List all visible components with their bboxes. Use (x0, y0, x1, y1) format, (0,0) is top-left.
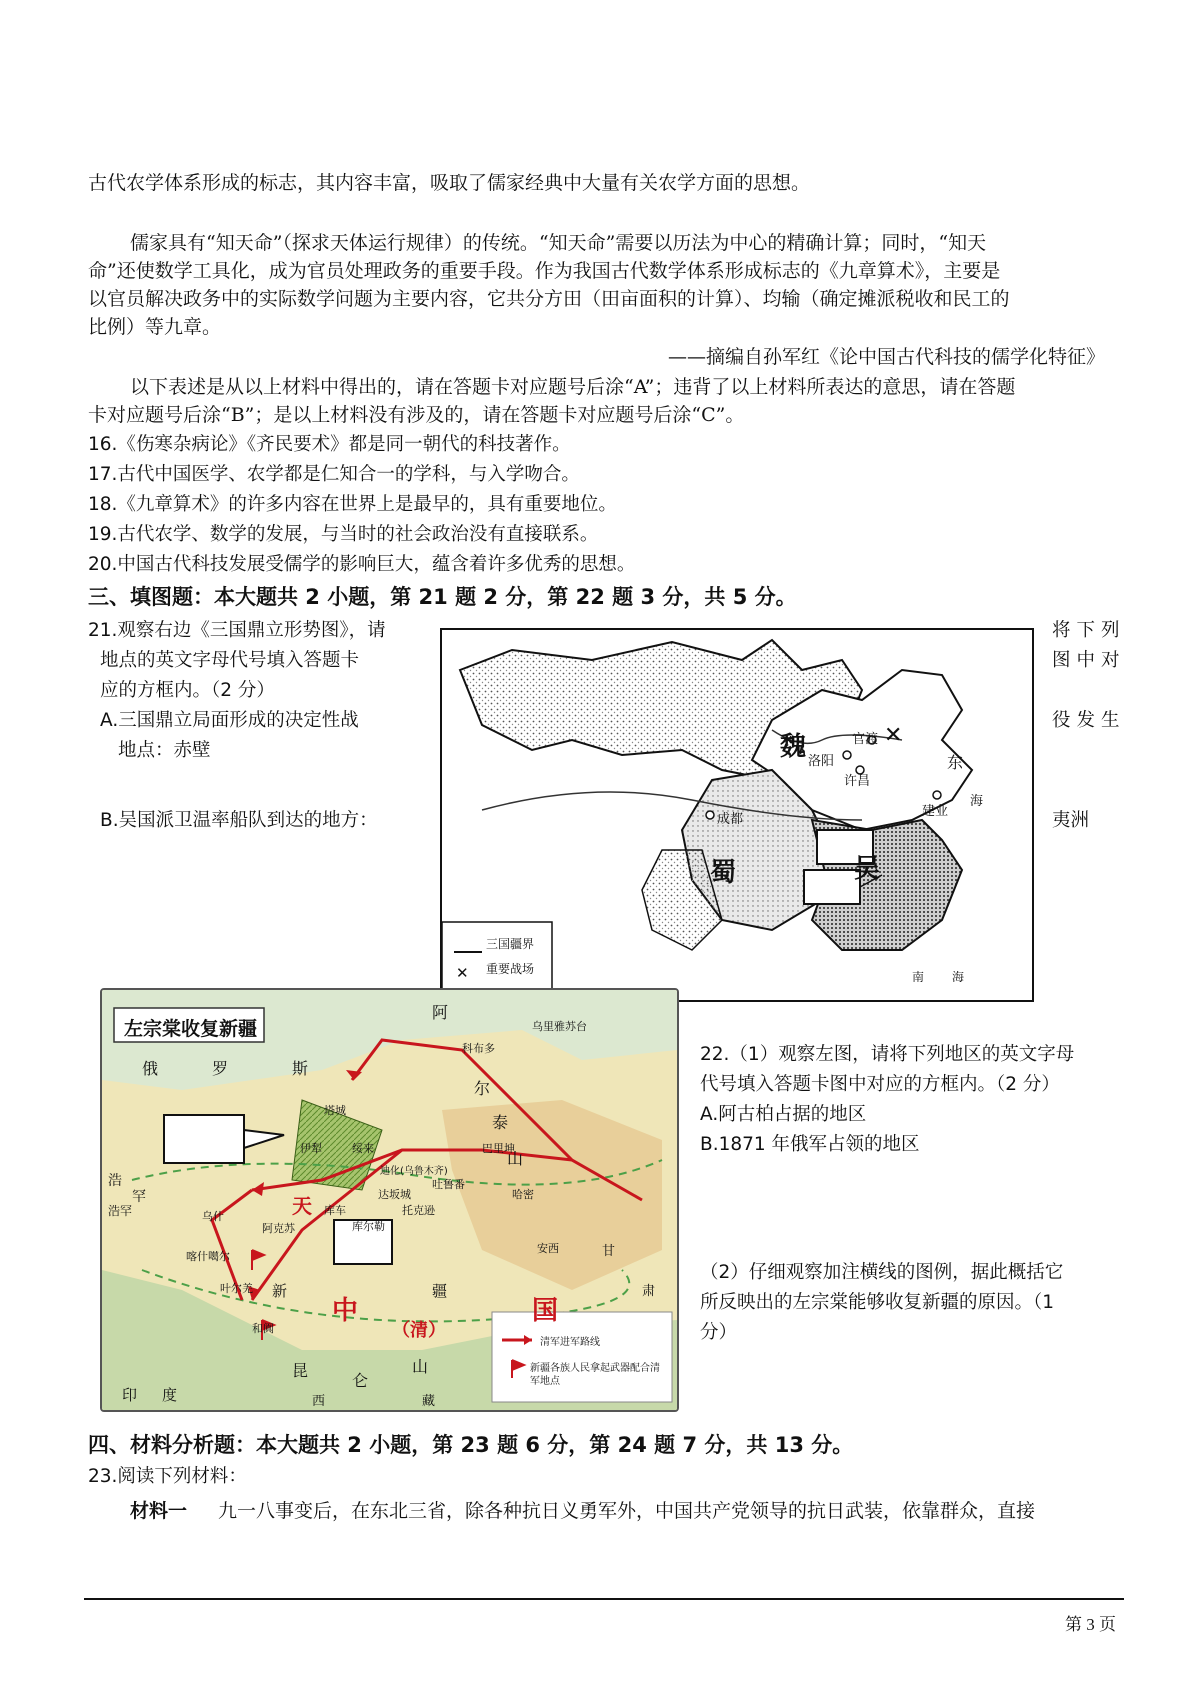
label-du: 度 (162, 1386, 178, 1404)
label-haohan2: 浩罕 (108, 1204, 133, 1218)
instruction: 卡对应题号后涂“B”；是以上材料没有涉及的，请在答题卡对应题号后涂“C”。 (88, 404, 745, 426)
q22-part2: 分） (700, 1322, 738, 1343)
judge-item-18: 18.《九章算术》的许多内容在世界上是最早的，具有重要地位。 (88, 494, 617, 515)
label-tian: 天 (292, 1194, 312, 1218)
q21-right: 役发生 (1052, 710, 1126, 731)
label-lun: 仑 (352, 1371, 369, 1390)
label-guandu: 官渡 (852, 732, 879, 747)
q23-label: 材料一 (130, 1500, 188, 1522)
label-kobdo: 科布多 (462, 1042, 495, 1055)
label-barkol: 巴里坤 (482, 1142, 515, 1155)
label-east: 东 (947, 753, 964, 772)
q21-option-a-place: 地点：赤壁 (118, 740, 211, 761)
legend-uprising: 新疆各族人民拿起武器配合清军地点 (530, 1363, 660, 1387)
para-line: 以官员解决政务中的实际数学问题为主要内容，它共分方田（田亩面积的计算）、均输（确定摊派税收和民工的 (88, 288, 1010, 310)
label-tai: 泰 (492, 1113, 509, 1132)
label-kuche: 库车 (324, 1204, 346, 1217)
judge-item-16: 16.《伤寒杂病论》《齐民要术》都是同一朝代的科技著作。 (88, 434, 571, 455)
label-xuchang: 许昌 (844, 774, 871, 789)
q23-text: 九一八事变后，在东北三省，除各种抗日义勇军外，中国共产党领导的抗日武装，依靠群众，直接 (218, 1500, 1036, 1522)
label-su: 肃 (642, 1284, 656, 1299)
label-aksu: 阿克苏 (262, 1222, 295, 1235)
label-korla: 库尔勒 (352, 1220, 385, 1233)
label-shan2: 山 (412, 1357, 429, 1376)
label-a: 阿 (432, 1003, 449, 1022)
label-guo: 国 (532, 1296, 559, 1326)
label-shan: 山 (507, 1149, 524, 1168)
label-qing: （清） (392, 1320, 446, 1341)
xinjiang-map (100, 988, 679, 1412)
para-line: 儒家具有“知天命”（探求天体运行规律）的传统。“知天命”需要以历法为中心的精确计算；同时，“知天 (130, 232, 987, 254)
q22-option-a: A.阿古柏占据的地区 (700, 1104, 867, 1125)
label-han: 罕 (132, 1189, 146, 1205)
answer-box[interactable] (164, 1115, 244, 1163)
q21-right: 夷洲 (1052, 810, 1090, 831)
page-number: 第 3 页 (1065, 1615, 1116, 1634)
label-wushi: 乌什 (202, 1210, 224, 1223)
label-e: 俄 (142, 1059, 159, 1078)
label-dihua: 迪化(乌鲁木齐) (380, 1166, 448, 1177)
q21-right: 图中对 (1052, 650, 1126, 671)
label-chengdu: 成都 (717, 812, 744, 827)
label-wu: 吴 (854, 854, 881, 884)
q21-option-b: B.吴国派卫温率船队到达的地方： (100, 810, 378, 831)
label-tacheng: 塔城 (324, 1104, 346, 1117)
q22-line: 22.（1）观察左图，请将下列地区的英文字母 (700, 1044, 1075, 1065)
legend-border: 三国疆界 (486, 937, 535, 951)
q21-option-a: A.三国鼎立局面形成的决定性战 (100, 710, 359, 731)
label-zhong: 中 (332, 1296, 359, 1326)
label-zang: 藏 (422, 1394, 436, 1409)
label-er: 尔 (474, 1079, 491, 1098)
label-turfan: 吐鲁番 (432, 1178, 465, 1191)
label-kashgar: 喀什噶尔 (186, 1250, 230, 1263)
label-dabancheng: 达坂城 (378, 1188, 411, 1201)
legend-route: 清军进军路线 (540, 1337, 600, 1348)
label-luoyang: 洛阳 (808, 754, 835, 769)
label-jianye: 建业 (922, 804, 949, 819)
section-heading-4: 四、材料分析题：本大题共 2 小题，第 23 题 6 分，第 24 题 7 分，共 13 分。 (88, 1433, 854, 1457)
para-line: 比例）等九章。 (88, 316, 222, 338)
q22-part2: 所反映出的左宗棠能够收复新疆的原因。（1 (700, 1292, 1055, 1313)
q21-right: 将下列 (1052, 620, 1126, 641)
label-xin: 新 (272, 1282, 288, 1300)
label-xi: 西 (312, 1394, 326, 1409)
q23-intro: 23.阅读下列材料： (88, 1466, 247, 1487)
label-shu: 蜀 (710, 858, 737, 888)
label-si: 斯 (292, 1059, 309, 1078)
q22-part2: （2）仔细观察加注横线的图例，据此概括它 (700, 1262, 1064, 1283)
label-hami: 哈密 (512, 1188, 534, 1201)
label-suiding: 绥来 (352, 1142, 374, 1155)
judge-item-17: 17.古代中国医学、农学都是仁知合一的学科，与入学吻合。 (88, 464, 580, 485)
q21-line: 21.观察右边《三国鼎立形势图》，请 (88, 620, 386, 641)
label-wei: 魏 (780, 732, 807, 762)
judge-item-19: 19.古代农学、数学的发展，与当时的社会政治没有直接联系。 (88, 524, 599, 545)
battle-marker-icon: ✕ (456, 964, 469, 982)
q21-line: 地点的英文字母代号填入答题卡 (100, 650, 360, 671)
para-line: 命”还使数学工具化，成为官员处理政务的重要手段。作为我国古代数学体系形成标志的《九章算术》，主要是 (88, 260, 1001, 282)
q22-option-b: B.1871 年俄军占领的地区 (700, 1134, 920, 1155)
para-line: 古代农学体系形成的标志，其内容丰富，吸取了儒家经典中大量有关农学方面的思想。 (88, 172, 811, 194)
label-gan: 甘 (602, 1244, 616, 1259)
battle-marker-icon: ✕ (884, 723, 903, 748)
label-yili: 伊犁 (300, 1142, 322, 1155)
label-yin: 印 (122, 1386, 138, 1404)
q21-line: 应的方框内。（2 分） (100, 680, 275, 701)
q22-line: 代号填入答题卡图中对应的方框内。（2 分） (700, 1074, 1060, 1095)
label-yarkand: 叶尔羌 (220, 1282, 253, 1295)
instruction: 以下表述是从以上材料中得出的，请在答题卡对应题号后涂“A”；违背了以上材料所表达的意思，请在答题 (130, 376, 1016, 398)
label-sea: 海 (970, 794, 984, 809)
footer-rule (84, 1598, 1124, 1600)
label-hetian: 和阗 (252, 1322, 274, 1335)
map2-title: 左宗棠收复新疆 (124, 1018, 258, 1040)
label-jiang: 疆 (432, 1282, 448, 1300)
label-haohan: 浩 (108, 1173, 122, 1189)
label-anxi: 安西 (537, 1242, 559, 1255)
source-citation: ——摘编自孙军红《论中国古代科技的儒学化特征》 (667, 346, 1105, 368)
three-kingdoms-map (440, 628, 1034, 1002)
label-tokesun: 托克逊 (402, 1204, 435, 1217)
judge-item-20: 20.中国古代科技发展受儒学的影响巨大，蕴含着许多优秀的思想。 (88, 554, 636, 575)
label-south: 南 (912, 970, 925, 984)
label-uliastai: 乌里雅苏台 (532, 1020, 587, 1033)
label-south-sea: 海 (952, 970, 965, 984)
label-kun: 昆 (292, 1361, 309, 1380)
answer-box[interactable] (804, 870, 860, 904)
section-heading-3: 三、填图题：本大题共 2 小题，第 21 题 2 分，第 22 题 3 分，共 5 分。 (88, 585, 797, 609)
label-luo: 罗 (212, 1059, 229, 1078)
legend-battle: 重要战场 (486, 962, 535, 976)
